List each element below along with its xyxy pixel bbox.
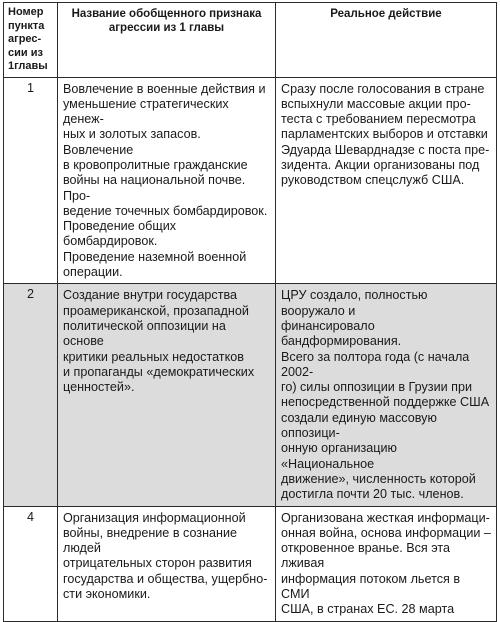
table-header-row	[4, 3, 497, 78]
cell-feature: Создание внутри государства проамериканской, прозападной политической оппозиции на основе критики реальных недостатков и пропаганды «демократических ценностей».	[58, 284, 276, 506]
cell-number: 4	[4, 506, 58, 621]
cell-number: 1	[4, 77, 58, 284]
header-item-number: Номер пункта агрес- сии из 1главы	[4, 3, 58, 78]
header-real-action: Реальное действие	[276, 3, 497, 78]
cell-action: Организована жесткая информаци- онная война, основа информации – откровенное вранье. Вся эта лживая информация потоком льется в СМИ США, в странах ЕС. 28 марта	[276, 506, 497, 621]
table-row	[4, 284, 497, 506]
aggression-comparison-table	[3, 2, 497, 622]
cell-action: Сразу после голосования в стране вспыхнули массовые акции про- теста с требованием пересмотра парламентских выборов и отставки Эдуарда Шеварднадзе с поста пре- зидента. Акции организованы под руководством спецслужб США.	[276, 77, 497, 284]
cell-action: ЦРУ создало, полностью вооружало и финансировало бандформирования. Всего за полтора года (с начала 2002- го) силы оппозиции в Грузии при непосредственной поддержке США создали единую массовую оппозици- онную организацию «Национальное движение», численность которой достигла почти 20 тыс. членов.	[276, 284, 497, 506]
cell-number: 2	[4, 284, 58, 506]
cell-feature: Организация информационной войны, внедрение в сознание людей отрицательных сторон развития государства и общества, ущербно- сти экономики.	[58, 506, 276, 621]
header-feature-name: Название обобщенного признака агрессии из 1 главы	[58, 3, 276, 78]
cell-feature: Вовлечение в военные действия и уменьшение стратегических денеж- ных и золотых запасов. Вовлечение в кровопролитные гражданские войны на национальной почве. Про- ведение точечных бомбардировок. Проведение общих бомбардировок. Проведение наземной военной операции.	[58, 77, 276, 284]
table-row	[4, 506, 497, 621]
table-row	[4, 77, 497, 284]
